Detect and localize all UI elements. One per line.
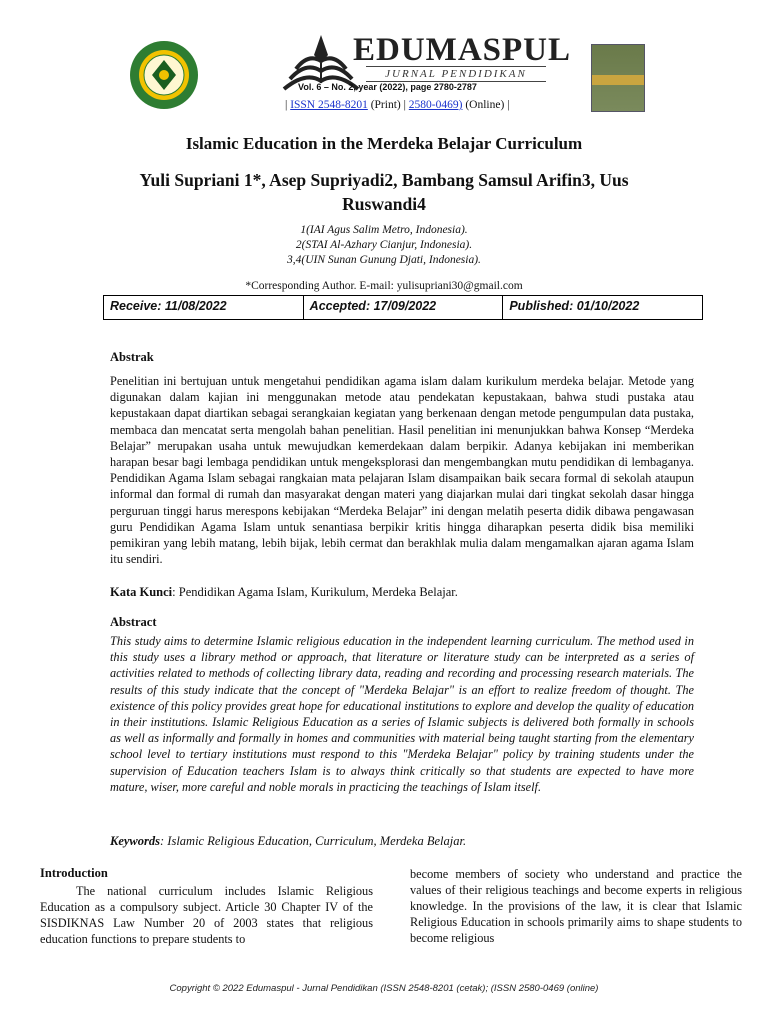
affiliation-1: 1(IAI Agus Salim Metro, Indonesia). <box>300 224 468 236</box>
issn-online-label: (Online) <box>465 99 505 111</box>
volume-info: Vol. 6 – No. 2, year (2022), page 2780-2787 <box>298 82 477 92</box>
corresponding-author: *Corresponding Author. E-mail: yulisupriani30@gmail.com <box>245 280 523 292</box>
published-date: Published: 01/10/2022 <box>509 299 640 313</box>
university-seal-logo <box>129 40 199 110</box>
copyright-footer: Copyright © 2022 Edumaspul - Jurnal Pendidikan (ISSN 2548-8201 (cetak); (ISSN 2580-0469 (online) <box>169 983 599 994</box>
authors-line-2: Ruswandi4 <box>342 194 426 214</box>
kata-kunci-text: : Pendidikan Agama Islam, Kurikulum, Merdeka Belajar. <box>172 585 458 599</box>
abstrak-text: Penelitian ini bertujuan untuk mengetahui pendidikan agama islam dalam kurikulum merdeka belajar. Metode yang digunakan dalam kajian ini menggunakan metode atau pendekatan kepustakaan, bahwa studi pustaka atau kepustakaan dapat diartikan sebagai serangkaian kegiatan yang berkenaan dengan metode pengumpulan data pustaka, membaca dan mencatat serta mengolah bahan penelitian. Hasil penelitian ini menunjukkan bahwa Konsep “Merdeka Belajar” merupakan usaha untuk mewujudkan kemerdekaan dalam berpikir. Adanya kebijakan ini memberikan harapan besar bagi lembaga pendidikan untuk mengeksplorasi dan mengembangkan mutu pendidikan di lembaganya. Pendidikan Agama Islam sebagai rangkaian mata pelajaran Islam disampaikan baik secara formal di sekolah ataupun informal dan formal di rumah dan masyarakat dengan materi yang diajarkan mulai dari tingkat sekolah dasar hingga perguruan tinggi harus merespons kebijakan “Merdeka Belajar” ini dengan melatih peserta didik dibawa pengawasan guru Pendidikan Agama Islam untuk senantiasa berpikir kritis hingga diharapkan peserta didik bisa memiliki pemikiran yang lebih matang, lebih bijak, lebih cermat dan berakhlak mulia dalam mengamalkan ajaran agama Islam itu sendiri. <box>110 374 694 567</box>
issn-online-link[interactable]: 2580-0469) <box>408 99 463 111</box>
separator: | <box>285 99 288 111</box>
keywords-label: Keywords <box>110 834 160 848</box>
abstrak-heading: Abstrak <box>110 350 154 364</box>
abstract-text: This study aims to determine Islamic religious education in the independent learning curriculum. The method used in this study uses a library method or approach, that literature or literature study can be interpreted as a series of activities related to methods of collecting library data, reading and recording and processing research materials. The results of this study indicate that the concept of "Merdeka Belajar" is an effort to realize freedom of thought. The existence of this policy provides great hope for educational institutions to explore and develop the quality of education in their institutions. Islamic Religious Education as a series of Islamic subjects is delivered both formally in schools as well as informally and formally in homes and communities with material being taught starting from the elementary school level to tertiary institutions must respond to this "Merdeka Belajar" policy by training students under the supervision of Education teachers Islam is to always think critically so that students are expected to have more mature, wiser, more careful and noble morals in practicing the teachings of Islam itself. <box>110 634 694 794</box>
kata-kunci <box>110 585 694 600</box>
dates-table <box>103 295 703 320</box>
article-title: Islamic Education in the Merdeka Belajar Curriculum <box>185 134 583 153</box>
introduction-right-column: become members of society who understand and practice the values of their religious teachings and become experts in religious knowledge. In the provisions of the law, it is clear that Islamic Religious Education in schools primarily aims to shape students to become religious <box>410 867 742 945</box>
affiliation-3: 3,4(UIN Sunan Gunung Djati, Indonesia). <box>287 254 481 266</box>
abstract-heading: Abstract <box>110 615 157 629</box>
issn-line <box>285 99 510 111</box>
journal-subtitle: JURNAL PENDIDIKAN <box>366 66 546 82</box>
journal-cover-image <box>591 44 645 112</box>
author-list <box>120 168 648 216</box>
separator: | <box>403 99 406 111</box>
journal-name: EDUMASPUL <box>353 32 572 68</box>
introduction-left-column: The national curriculum includes Islamic Religious Education as a compulsory subject. Article 30 Chapter IV of the SISDIKNAS Law Number 20 of 2003 states that religious education functions to prepare students to <box>40 884 373 946</box>
issn-print-label: (Print) <box>370 99 401 111</box>
accepted-date: Accepted: 17/09/2022 <box>304 296 504 319</box>
keywords <box>110 834 694 849</box>
separator: | <box>507 99 510 111</box>
received-date: Receive: 11/08/2022 <box>104 296 304 319</box>
affiliation-2: 2(STAI Al-Azhary Cianjur, Indonesia). <box>295 239 473 251</box>
introduction-heading: Introduction <box>40 866 108 880</box>
authors-line-1: Yuli Supriani 1*, Asep Supriyadi2, Bambang Samsul Arifin3, Uus <box>139 170 629 190</box>
issn-print-link[interactable]: ISSN 2548-8201 <box>290 99 368 111</box>
kata-kunci-label: Kata Kunci <box>110 585 173 599</box>
keywords-text: : Islamic Religious Education, Curriculum, Merdeka Belajar. <box>160 834 467 848</box>
